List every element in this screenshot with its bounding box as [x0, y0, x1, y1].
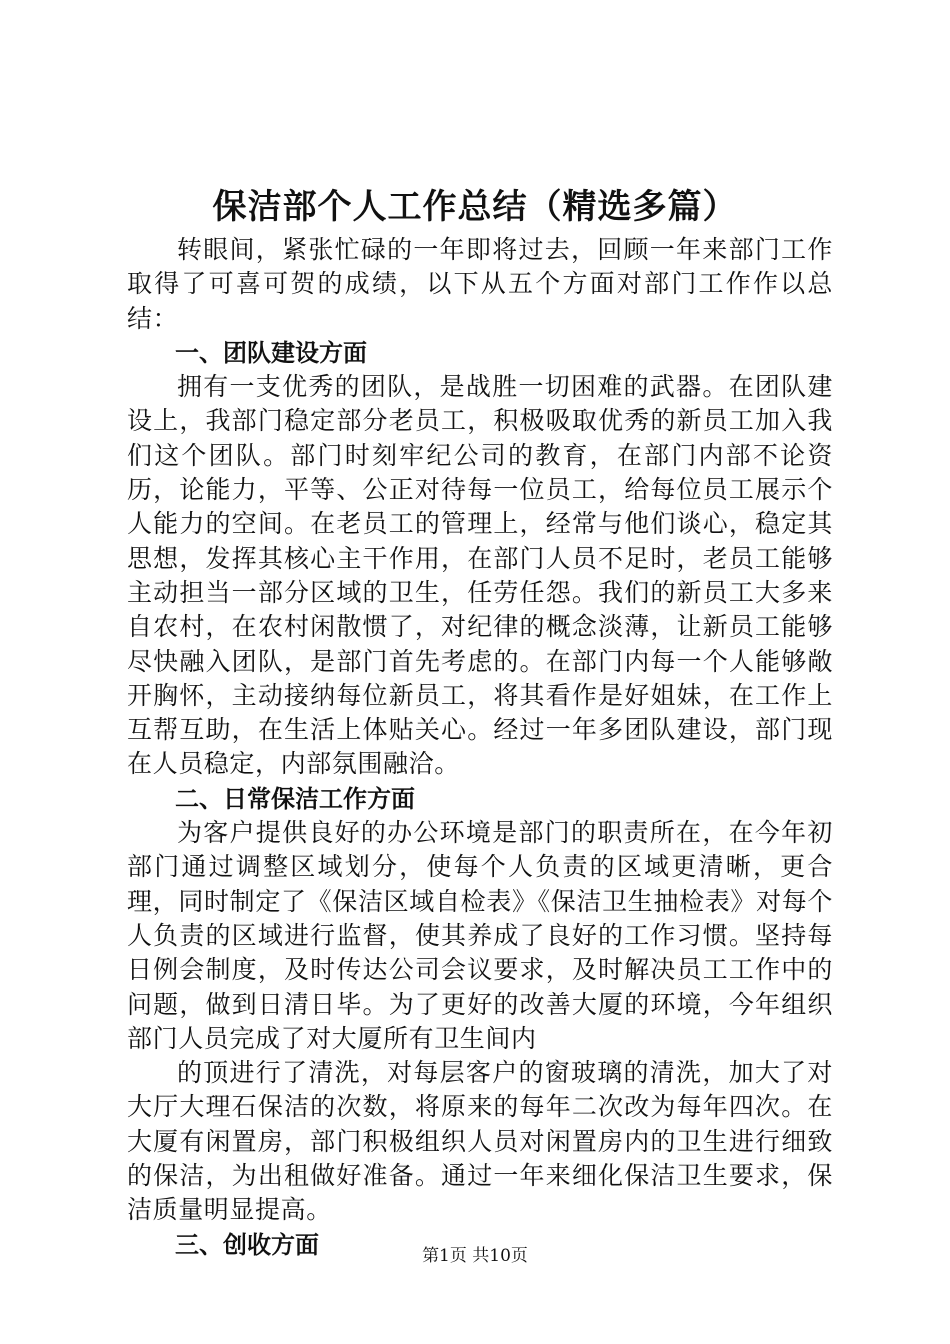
intro-paragraph: 转眼间，紧张忙碌的一年即将过去，回顾一年来部门工作取得了可喜可贺的成绩，以下从五个方面对部门工作作以总结： — [127, 235, 833, 333]
section-heading-team: 一、团队建设方面 — [175, 338, 367, 367]
page-number-footer: 第1页 共10页 — [422, 1246, 528, 1266]
section-heading-daily-cleaning: 二、日常保洁工作方面 — [175, 784, 415, 813]
section-daily-cleaning-paragraph-2: 的顶进行了清洗，对每层客户的窗玻璃的清洗，加大了对大厅大理石保洁的次数，将原来的每年二次改为每年四次。在大厦有闲置房，部门积极组织人员对闲置房内的卫生进行细致的保洁，为出租做好准备。通过一年来细化保洁卫生要求，保洁质量明显提高。 — [127, 1058, 833, 1225]
document-title: 保洁部个人工作总结（精选多篇） — [212, 187, 738, 227]
section-daily-cleaning-paragraph-1: 为客户提供良好的办公环境是部门的职责所在，在今年初部门通过调整区域划分，使每个人负责的区域更清晰，更合理，同时制定了《保洁区域自检表》《保洁卫生抽检表》对每个人负责的区域进行监督，使其养成了良好的工作习惯。坚持每日例会制度，及时传达公司会议要求，及时解决员工工作中的问题，做到日清日毕。为了更好的改善大厦的环境，今年组织部门人员完成了对大厦所有卫生间内 — [127, 818, 833, 1053]
section-heading-revenue: 三、创收方面 — [175, 1230, 319, 1259]
section-team-paragraph: 拥有一支优秀的团队，是战胜一切困难的武器。在团队建设上，我部门稳定部分老员工，积极吸取优秀的新员工加入我们这个团队。部门时刻牢纪公司的教育，在部门内部不论资历，论能力，平等、公正对待每一位员工，给每位员工展示个人能力的空间。在老员工的管理上，经常与他们谈心，稳定其思想，发挥其核心主干作用，在部门人员不足时，老员工能够主动担当一部分区域的卫生，任劳任怨。我们的新员工大多来自农村，在农村闲散惯了，对纪律的概念淡薄，让新员工能够尽快融入团队，是部门首先考虑的。在部门内每一个人能够敞开胸怀，主动接纳每位新员工，将其看作是好姐妹，在工作上互帮互助，在生活上体贴关心。经过一年多团队建设，部门现在人员稳定，内部氛围融洽。 — [127, 372, 833, 779]
document-body — [127, 233, 833, 1262]
